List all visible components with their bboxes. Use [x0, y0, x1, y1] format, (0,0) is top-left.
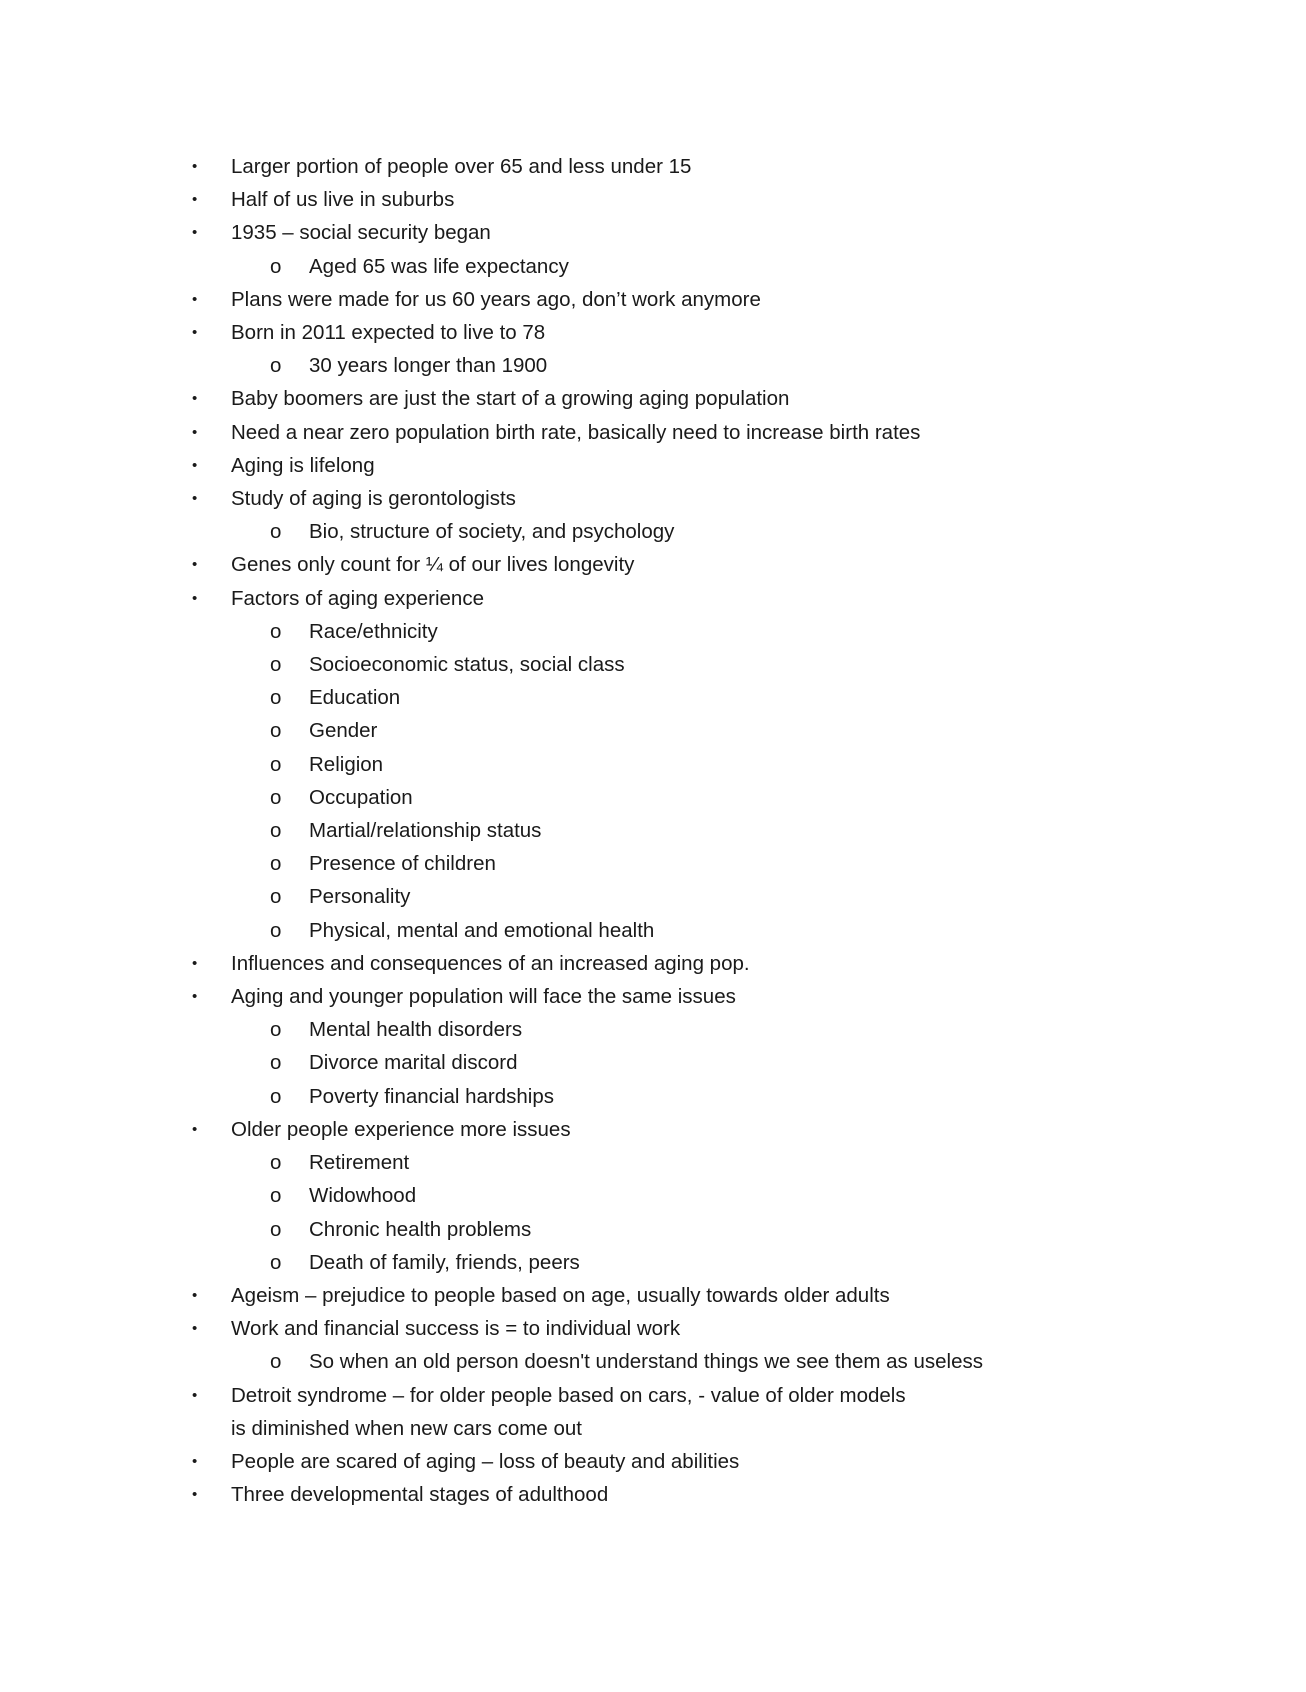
bullet-item [0, 1279, 1306, 1312]
sub-bullet-item [0, 781, 1306, 814]
bullet-marker: • [192, 954, 198, 972]
sub-bullet-item [0, 714, 1306, 747]
sub-bullet-item [0, 515, 1306, 548]
sub-bullet-item [0, 349, 1306, 382]
bullet-item [0, 283, 1306, 316]
item-text: Physical, mental and emotional health [309, 918, 655, 942]
bullet-marker: • [192, 456, 198, 474]
sub-bullet-marker: o [270, 752, 282, 776]
bullet-item [0, 947, 1306, 980]
item-text: Divorce marital discord [309, 1051, 518, 1075]
item-text: Occupation [309, 785, 413, 809]
item-text: Influences and consequences of an increased aging pop. [231, 951, 750, 975]
sub-bullet-marker: o [270, 653, 282, 677]
bullet-marker: • [192, 1452, 198, 1470]
item-text: People are scared of aging – loss of beauty and abilities [231, 1449, 740, 1473]
sub-bullet-marker: o [270, 785, 282, 809]
item-text: Presence of children [309, 852, 496, 876]
bullet-marker: • [192, 191, 198, 209]
item-text: Need a near zero population birth rate, basically need to increase birth rates [231, 420, 921, 444]
item-text: Factors of aging experience [231, 586, 484, 610]
item-text: So when an old person doesn't understand things we see them as useless [309, 1350, 984, 1374]
bullet-marker: • [192, 423, 198, 441]
sub-bullet-marker: o [270, 1051, 282, 1075]
bullet-marker: • [192, 158, 198, 175]
item-text: 30 years longer than 1900 [309, 354, 548, 378]
bullet-item [0, 482, 1306, 515]
bullet-marker: • [192, 290, 198, 308]
bullet-item [0, 416, 1306, 449]
sub-bullet-item [0, 1146, 1306, 1179]
item-text: Poverty financial hardships [309, 1084, 554, 1108]
sub-bullet-item [0, 914, 1306, 947]
item-text: Older people experience more issues [231, 1117, 571, 1141]
bullet-item [0, 548, 1306, 581]
item-text: Gender [309, 719, 378, 743]
sub-bullet-item [0, 814, 1306, 847]
item-text: Aging is lifelong [231, 453, 375, 477]
item-text: Bio, structure of society, and psychology [309, 520, 675, 544]
bullet-marker: • [192, 1286, 198, 1304]
sub-bullet-marker: o [270, 1217, 282, 1241]
item-text: Detroit syndrome – for older people based on cars, - value of older models is diminished when new cars come out [231, 1383, 906, 1440]
item-text: Study of aging is gerontologists [231, 487, 516, 511]
item-text: Work and financial success is = to individual work [231, 1317, 681, 1341]
item-text: Personality [309, 885, 411, 909]
bullet-marker: • [192, 1486, 198, 1504]
sub-bullet-item [0, 1080, 1306, 1113]
sub-bullet-marker: o [270, 619, 282, 643]
item-text: Race/ethnicity [309, 619, 438, 643]
sub-bullet-item [0, 748, 1306, 781]
sub-bullet-marker: o [270, 354, 282, 378]
item-text: Half of us live in suburbs [231, 188, 455, 212]
sub-bullet-marker: o [270, 852, 282, 876]
bullet-item [0, 582, 1306, 615]
bullet-marker: • [192, 224, 198, 242]
item-text: Education [309, 686, 401, 710]
sub-bullet-item [0, 1046, 1306, 1079]
sub-bullet-marker: o [270, 1084, 282, 1108]
item-text: Aged 65 was life expectancy [309, 254, 569, 278]
bullet-marker: • [192, 988, 198, 1006]
sub-bullet-marker: o [270, 254, 282, 278]
bullet-marker: • [192, 390, 198, 408]
notes-list [0, 150, 1306, 1511]
item-text: 1935 – social security began [231, 221, 491, 245]
sub-bullet-item [0, 1013, 1306, 1046]
bullet-marker: • [192, 1120, 198, 1138]
item-text: Born in 2011 expected to live to 78 [231, 321, 546, 345]
sub-bullet-item [0, 648, 1306, 681]
sub-bullet-marker: o [270, 719, 282, 743]
item-text: Larger portion of people over 65 and less under 15 [231, 155, 692, 178]
item-text: Plans were made for us 60 years ago, don’t work anymore [231, 287, 761, 311]
bullet-item [0, 1113, 1306, 1146]
bullet-item [0, 449, 1306, 482]
sub-bullet-marker: o [270, 1151, 282, 1175]
sub-bullet-marker: o [270, 520, 282, 544]
sub-bullet-item [0, 250, 1306, 283]
sub-bullet-marker: o [270, 686, 282, 710]
sub-bullet-marker: o [270, 918, 282, 942]
item-text: Three developmental stages of adulthood [231, 1483, 609, 1507]
sub-bullet-marker: o [270, 1350, 282, 1374]
bullet-marker: • [192, 556, 198, 574]
bullet-item [0, 382, 1306, 415]
sub-bullet-item [0, 681, 1306, 714]
sub-bullet-marker: o [270, 1184, 282, 1208]
sub-bullet-item [0, 880, 1306, 913]
bullet-item [0, 1445, 1306, 1478]
bullet-item [0, 316, 1306, 349]
bullet-marker: • [192, 490, 198, 508]
sub-bullet-item [0, 1246, 1306, 1279]
bullet-marker: • [192, 1386, 198, 1404]
item-text: Socioeconomic status, social class [309, 653, 625, 677]
item-text: Retirement [309, 1151, 410, 1175]
item-text: Chronic health problems [309, 1217, 532, 1241]
sub-bullet-marker: o [270, 819, 282, 843]
item-text: Death of family, friends, peers [309, 1250, 580, 1274]
bullet-marker: • [192, 1320, 198, 1338]
bullet-item [0, 1312, 1306, 1345]
sub-bullet-item [0, 847, 1306, 880]
bullet-item [0, 183, 1306, 216]
sub-bullet-item [0, 615, 1306, 648]
bullet-marker: • [192, 589, 198, 607]
item-text: Baby boomers are just the start of a growing aging population [231, 387, 790, 411]
bullet-item [0, 980, 1306, 1013]
item-text: Mental health disorders [309, 1018, 523, 1042]
item-text: Martial/relationship status [309, 819, 542, 843]
bullet-item [0, 150, 1306, 183]
sub-bullet-marker: o [270, 1018, 282, 1042]
bullet-item [0, 216, 1306, 249]
bullet-marker: • [192, 324, 198, 342]
sub-bullet-item [0, 1179, 1306, 1212]
bullet-item [0, 1478, 1306, 1511]
sub-bullet-item [0, 1213, 1306, 1246]
item-text: Ageism – prejudice to people based on age, usually towards older adults [231, 1283, 890, 1307]
sub-bullet-marker: o [270, 885, 282, 909]
sub-bullet-marker: o [270, 1250, 282, 1274]
item-text: Religion [309, 752, 384, 776]
item-text: Genes only count for ¼ of our lives longevity [231, 553, 635, 577]
item-text: Widowhood [309, 1184, 417, 1208]
bullet-item [0, 1379, 920, 1445]
sub-bullet-item [0, 1345, 1306, 1378]
item-text: Aging and younger population will face the same issues [231, 985, 736, 1009]
